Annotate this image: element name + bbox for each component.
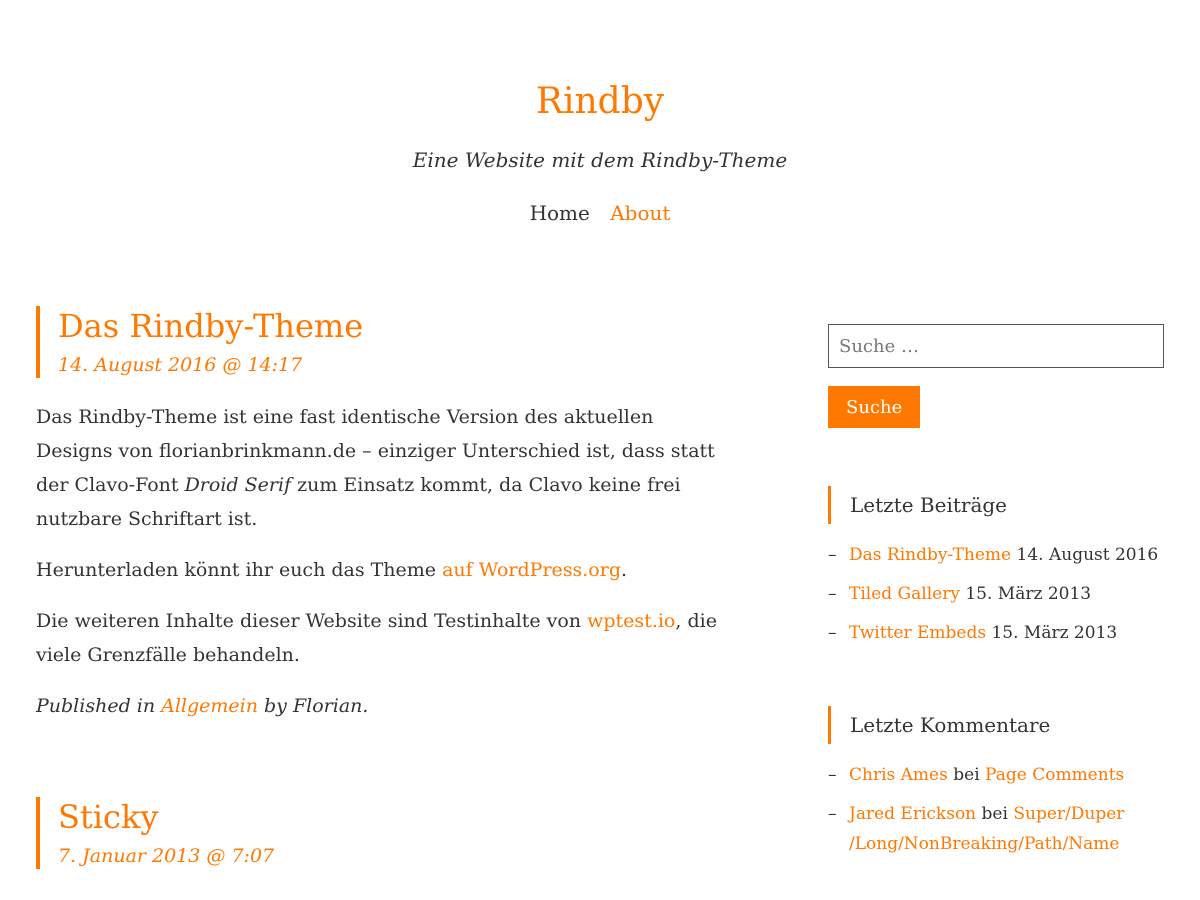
recent-posts-list [828,540,1164,648]
search-input[interactable] [828,324,1164,368]
paragraph-text: zum Einsatz kommt, da Clavo keine frei nutzbare Schriftart ist. [36,474,681,530]
sidebar [828,324,1164,868]
main-navigation [0,198,1200,228]
site-title[interactable] [0,80,1200,124]
comment-post-link[interactable]: Page Comments [985,765,1125,785]
nav-item-about[interactable]: About [610,201,671,225]
search-button[interactable]: Suche [828,386,920,428]
list-item [828,760,1164,790]
comment-author-link[interactable]: Chris Ames [849,765,948,785]
widget-title: Letzte Kommentare [828,706,1164,744]
recent-post-date: 15. März 2013 [991,623,1118,643]
post-date[interactable] [58,843,726,869]
post-body [36,400,726,723]
post-title[interactable] [58,306,726,346]
comment-post-link[interactable]: Super/Duper /Long/NonBreaking/Path/Name [849,804,1125,854]
post-date-link[interactable]: 14. August 2016 @ 14:17 [58,354,303,376]
meta-text: Published in [36,695,162,717]
paragraph-text: Das Rindby-Theme ist eine fast identische Version des aktuellen Designs von florianbrinkmann.de – einziger Unterschied ist, dass statt der Clavo-Font [36,406,715,496]
post-title-link[interactable]: Sticky [58,798,159,836]
recent-comments-widget [828,706,1164,859]
list-item [828,618,1164,648]
list-item [828,540,1164,570]
dash-icon: – [828,765,837,785]
recent-post-link[interactable]: Twitter Embeds [849,623,987,643]
recent-post-link[interactable]: Das Rindby-Theme [849,545,1012,565]
wordpress-org-link[interactable]: auf WordPress.org [442,559,621,581]
search-form [828,324,1164,428]
recent-post-date: 15. März 2013 [965,584,1092,604]
post-header [36,797,726,869]
recent-post-date: 14. August 2016 [1016,545,1159,565]
post-date-link[interactable]: 7. Januar 2013 @ 7:07 [58,845,275,867]
recent-posts-widget [828,486,1164,648]
nav-item-home[interactable]: Home [529,201,590,225]
post-header [36,306,726,378]
site-title-link[interactable]: Rindby [535,81,665,122]
list-item [828,579,1164,609]
widget-title: Letzte Beiträge [828,486,1164,524]
wptest-link[interactable]: wptest.io [587,610,676,632]
paragraph-text: . [621,559,628,581]
recent-comments-list [828,760,1164,859]
comment-author-link[interactable]: Jared Erickson [849,804,977,824]
dash-icon: – [828,804,837,824]
dash-icon: – [828,623,837,643]
post-paragraph [36,604,726,672]
post-title-link[interactable]: Das Rindby-Theme [58,307,364,345]
post-date[interactable] [58,352,726,378]
post-paragraph [36,400,726,536]
meta-author: by Florian. [257,695,369,717]
paragraph-text: Herunterladen könnt ihr euch das Theme [36,559,443,581]
list-item [828,799,1164,859]
dash-icon: – [828,584,837,604]
paragraph-text: , die viele Grenzfälle behandeln. [36,610,717,666]
post-meta [36,689,726,723]
post-title[interactable] [58,797,726,837]
post-article [36,306,726,723]
recent-post-link[interactable]: Tiled Gallery [849,584,960,604]
comment-connector: bei [953,765,980,785]
category-link[interactable]: Allgemein [161,695,258,717]
main-content [36,306,726,900]
paragraph-text: Die weiteren Inhalte dieser Website sind Testinhalte von [36,610,588,632]
post-paragraph [36,553,726,587]
post-article [36,797,726,869]
comment-connector: bei [981,804,1008,824]
site-tagline: Eine Website mit dem Rindby-Theme [412,148,788,172]
dash-icon: – [828,545,837,565]
paragraph-emphasis: Droid Serif [184,474,292,496]
